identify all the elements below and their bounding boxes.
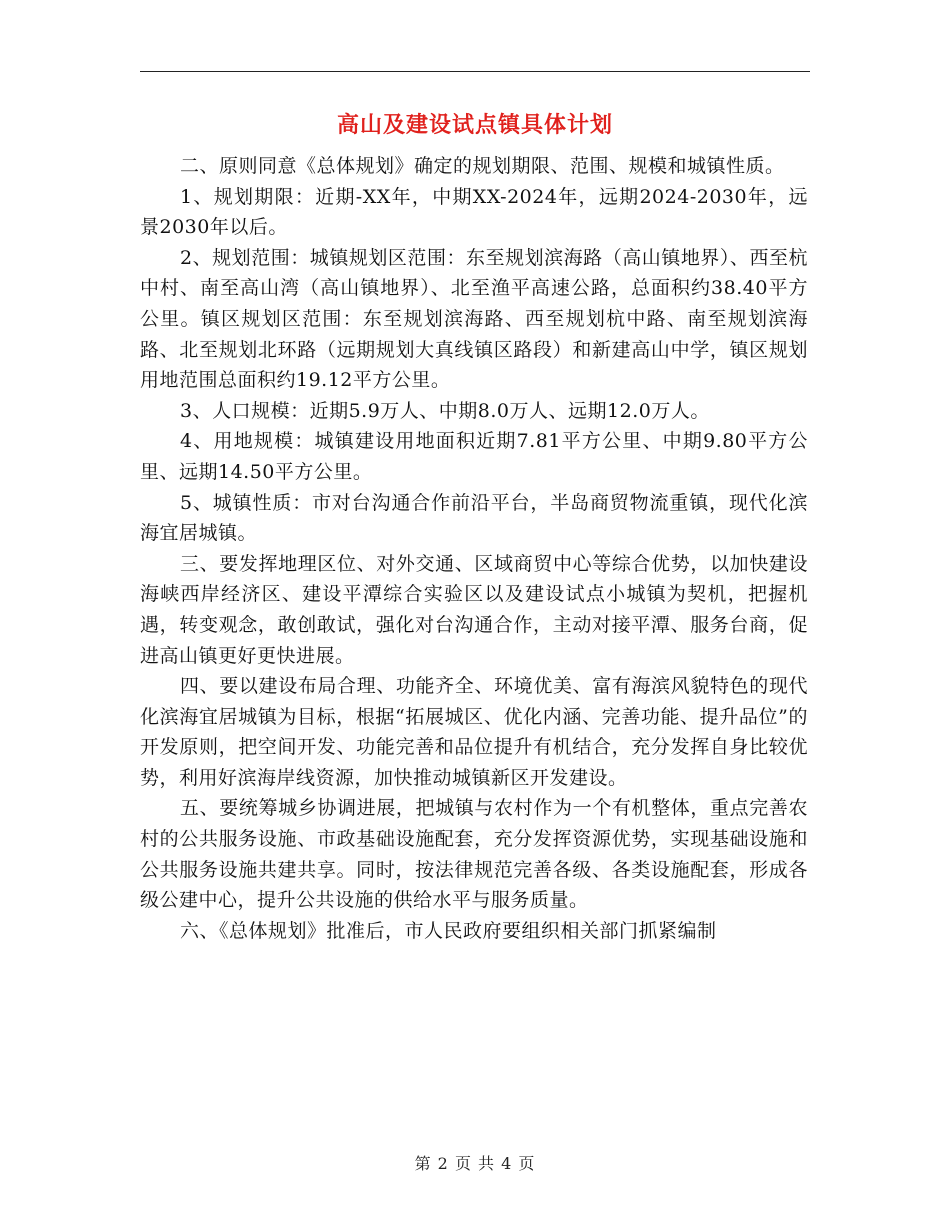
document-title: 高山及建设试点镇具体计划 [336,112,613,138]
document-body [140,151,808,946]
page-footer [0,1153,950,1175]
paragraph: 5、城镇性质：市对台沟通合作前沿平台，半岛商贸物流重镇，现代化滨海宜居城镇。 [140,491,808,545]
paragraph: 1、规划期限：近期-XX年，中期XX-2024年，远期2024-2030年，远景2030年以后。 [140,185,808,239]
paragraph: 4、用地规模：城镇建设用地面积近期7.81平方公里、中期9.80平方公里、远期14.50平方公里。 [140,430,808,483]
paragraph: 三、要发挥地理区位、对外交通、区域商贸中心等综合优势，以加快建设海峡西岸经济区、建设平潭综合实验区以及建设试点小城镇为契机，把握机遇，转变观念，敢创敢试，强化对台沟通合作，主动对接平潭、服务台商，促进高山镇更好更快进展。 [140,552,808,667]
page-number-label: 第 2 页 共 4 页 [414,1154,536,1173]
paragraph: 四、要以建设布局合理、功能齐全、环境优美、富有海滨风貌特色的现代化滨海宜居城镇为目标，根据“拓展城区、优化内涵、完善功能、提升品位”的开发原则，把空间开发、功能完善和品位提升有机结合，充分发挥自身比较优势，利用好滨海岸线资源，加快推动城镇新区开发建设。 [140,675,808,789]
paragraph: 五、要统筹城乡协调进展，把城镇与农村作为一个有机整体，重点完善农村的公共服务设施、市政基础设施配套，充分发挥资源优势，实现基础设施和公共服务设施共建共享。同时，按法律规范完善各级、各类设施配套，形成各级公建中心，提升公共设施的供给水平与服务质量。 [140,797,808,912]
paragraph: 3、人口规模：近期5.9万人、中期8.0万人、远期12.0万人。 [180,399,710,422]
paragraph: 2、规划范围：城镇规划区范围：东至规划滨海路（高山镇地界）、西至杭中村、南至高山湾（高山镇地界）、北至渔平高速公路，总面积约38.40平方公里。镇区规划区范围：东至规划滨海路、西至规划杭中路、南至规划滨海路、北至规划北环路（远期规划大真线镇区路段）和新建高山中学，镇区规划用地范围总面积约19.12平方公里。 [140,246,808,392]
header-rule [140,71,810,72]
paragraph: 二、原则同意《总体规划》确定的规划期限、范围、规模和城镇性质。 [180,155,785,177]
paragraph: 六、《总体规划》批准后，市人民政府要组织相关部门抓紧编制 [180,919,717,942]
